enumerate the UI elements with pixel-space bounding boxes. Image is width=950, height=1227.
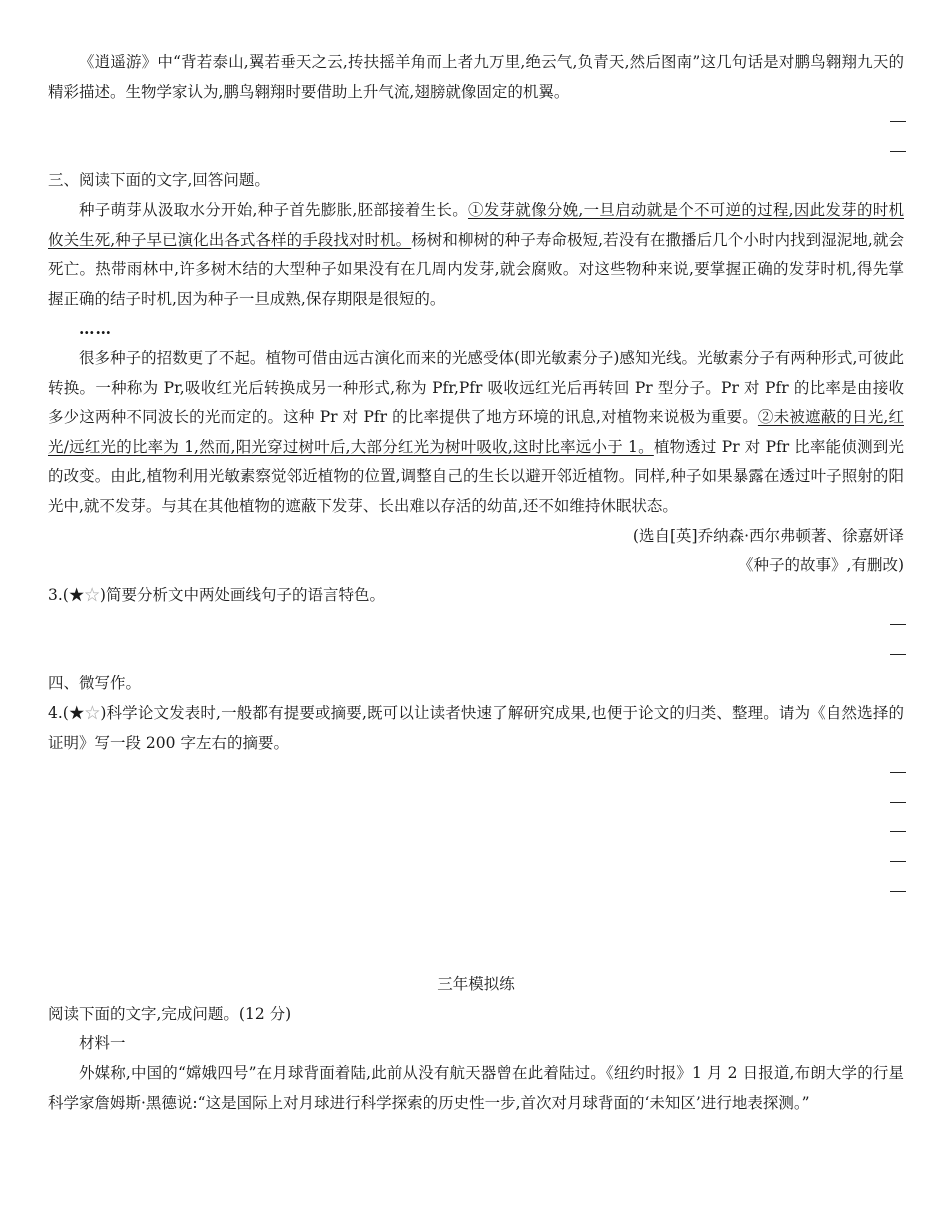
ellipsis: …… xyxy=(79,319,112,339)
intro-paragraph: 《逍遥游》中“背若泰山,翼若垂天之云,抟扶摇羊角而上者九万里,绝云气,负青天,然后图南”这几句话是对鹏鸟翱翔九天的精彩描述。生物学家认为,鹏鸟翱翔时要借助上升气流,翅膀就像固定的机翼。 xyxy=(48,53,904,101)
question-3: 3.(★☆)简要分析文中两处画线句子的语言特色。 xyxy=(48,585,385,604)
passage-paragraph-1: 种子萌芽从汲取水分开始,种子首先膨胀,胚部接着生长。①发芽就像分娩,一旦启动就是个不可逆的过程,因此发芽的时机攸关生死,种子早已演化出各式各样的手段找对时机。杨树和柳树的种子寿命极短,若没有在撒播后几个小时内找到湿泥地,就会死亡。热带雨林中,许多树木结的大型种子如果没有在几周内发芽,就会腐败。对这些物种来说,要掌握正确的发芽时机,得先掌握正确的结子时机,因为种子一旦成熟,保存期限是很短的。 xyxy=(48,200,905,308)
answer-line[interactable] xyxy=(48,107,904,137)
practice-instruction: 阅读下面的文字,完成问题。(12 分) xyxy=(48,1004,292,1023)
section-3-heading: 三、阅读下面的文字,回答问题。 xyxy=(48,171,270,190)
answer-line[interactable] xyxy=(48,758,904,788)
practice-title: 三年模拟练 xyxy=(437,975,515,994)
question-4: 4.(★☆)科学论文发表时,一般都有提要或摘要,既可以让读者快速了解研究成果,也便于论文的归类、整理。请为《自然选择的证明》写一段 200 字左右的摘要。 xyxy=(48,704,904,752)
difficulty-star-filled-icon: ★ xyxy=(68,704,85,723)
passage-paragraph-2: 很多种子的招数更了不起。植物可借由远古演化而来的光感受体(即光敏素分子)感知光线。光敏素分子有两种形式,可彼此转换。一种称为 Pr,吸收红光后转换成另一种形式,称为 Pfr,Pfr 吸收远红光后再转回 Pr 型分子。Pr 对 Pfr 的比率是由接收多少这两种不同波长的光而定的。这种 Pr 对 Pfr 的比率提供了地方环境的讯息,对植物来说极为重要。②未被遮蔽的日光,红光/远红光的比率为 1,然而,阳光穿过树叶后,大部分红光为树叶吸收,这时比率远小于 1。植物透过 Pr 对 Pfr 比率能侦测到光的改变。由此,植物利用光敏素察觉邻近植物的位置,调整自己的生长以避开邻近植物。同样,种子如果暴露在透过叶子照射的阳光中,就不发芽。与其在其他植物的遮蔽下发芽、长出难以存活的幼苗,还不如维持休眠状态。 xyxy=(48,348,905,515)
answer-line[interactable] xyxy=(48,610,904,640)
difficulty-star-hollow-icon: ☆ xyxy=(84,585,100,604)
answer-line[interactable] xyxy=(48,847,904,877)
section-4-heading: 四、微写作。 xyxy=(48,674,142,693)
section-spacer xyxy=(48,906,904,970)
answer-line[interactable] xyxy=(48,817,904,847)
underlined-sentence-1: ①发芽就像分娩,一旦启动就是个不可逆的过程,因此发芽的时机攸关生死,种子早已演化出各式各样的手段找对时机。 xyxy=(48,200,905,249)
material-label: 材料一 xyxy=(79,1034,126,1053)
source-citation-line-2: 《种子的故事》,有删改) xyxy=(738,556,904,575)
underlined-sentence-2: ②未被遮蔽的日光,红光/远红光的比率为 1,然而,阳光穿过树叶后,大部分红光为树叶吸收,这时比率远小于 1。 xyxy=(48,408,904,456)
answer-line[interactable] xyxy=(48,137,904,167)
answer-line[interactable] xyxy=(48,788,904,818)
source-citation-line-1: (选自[英]乔纳森·西尔弗顿著、徐嘉妍译 xyxy=(632,526,904,545)
document-page xyxy=(48,48,904,1118)
difficulty-star-filled-icon: ★ xyxy=(68,585,85,604)
answer-line[interactable] xyxy=(48,877,904,907)
answer-line[interactable] xyxy=(48,640,904,670)
material-paragraph: 外媒称,中国的“嫦娥四号”在月球背面着陆,此前从没有航天器曾在此着陆过。《纽约时报》1 月 2 日报道,布朗大学的行星科学家詹姆斯·黑德说:“这是国际上对月球进行科学探索的历史性一步,首次对月球背面的‘未知区’进行地表探测。” xyxy=(48,1064,904,1112)
difficulty-star-hollow-icon: ☆ xyxy=(84,704,101,723)
